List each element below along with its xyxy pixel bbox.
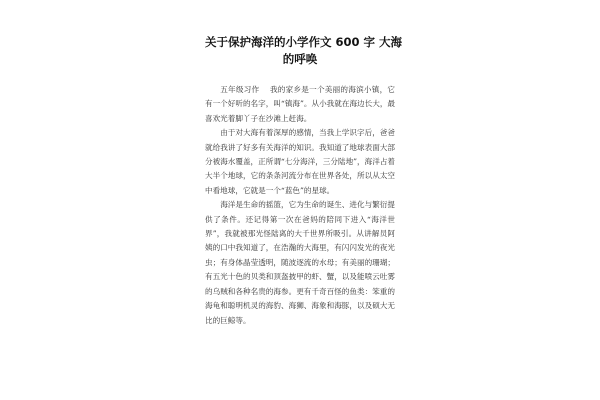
paragraph-2: 由于对大海有着深厚的感情，当我上学识字后，爸爸就给我讲了好多有关海洋的知识。我知道了地球表面大部分被海水覆盖，正所谓“七分海洋，三分陆地”，海洋占着大半个地球，它的条条河流分布在世界各处，所以从太空中看地球，它就是一个“蓝色”的星球。 — [205, 128, 396, 195]
article-body — [205, 83, 395, 328]
grade-label: 五年级习作 — [220, 85, 260, 94]
paragraph-1 — [205, 83, 395, 126]
article — [205, 34, 403, 328]
article-title-line-2: 的呼唤 — [282, 52, 318, 66]
paragraph-1-text: 我的家乡是一个美丽的海滨小镇，它有一个好听的名字，叫“镇海”。从小我就在海边长大，最喜欢光着脚丫子在沙滩上赶海。 — [205, 85, 396, 123]
paragraph-3: 海洋是生命的摇篮，它为生命的诞生、进化与繁衍提供了条件。还记得第一次在爸妈的陪同下进入“海洋世界”，我就被那光怪陆离的大千世界所吸引。从讲解员阿姨的口中我知道了，在浩瀚的大海里，有闪闪发光的夜光虫；有身体晶莹透明，随波逐流的水母；有美丽的珊瑚；有五光十色的贝类和顶盔披甲的虾、蟹，以及能喷云吐雾的乌贼和各种名贵的海参。更有千奇百怪的鱼类：笨重的海龟和聪明机灵的海豹、海狮、海象和海豚，以及硕大无比的巨鲸等。 — [205, 200, 395, 325]
article-title-line-1: 关于保护海洋的小学作文 600 字 大海 — [205, 35, 403, 49]
article-title — [205, 34, 403, 68]
